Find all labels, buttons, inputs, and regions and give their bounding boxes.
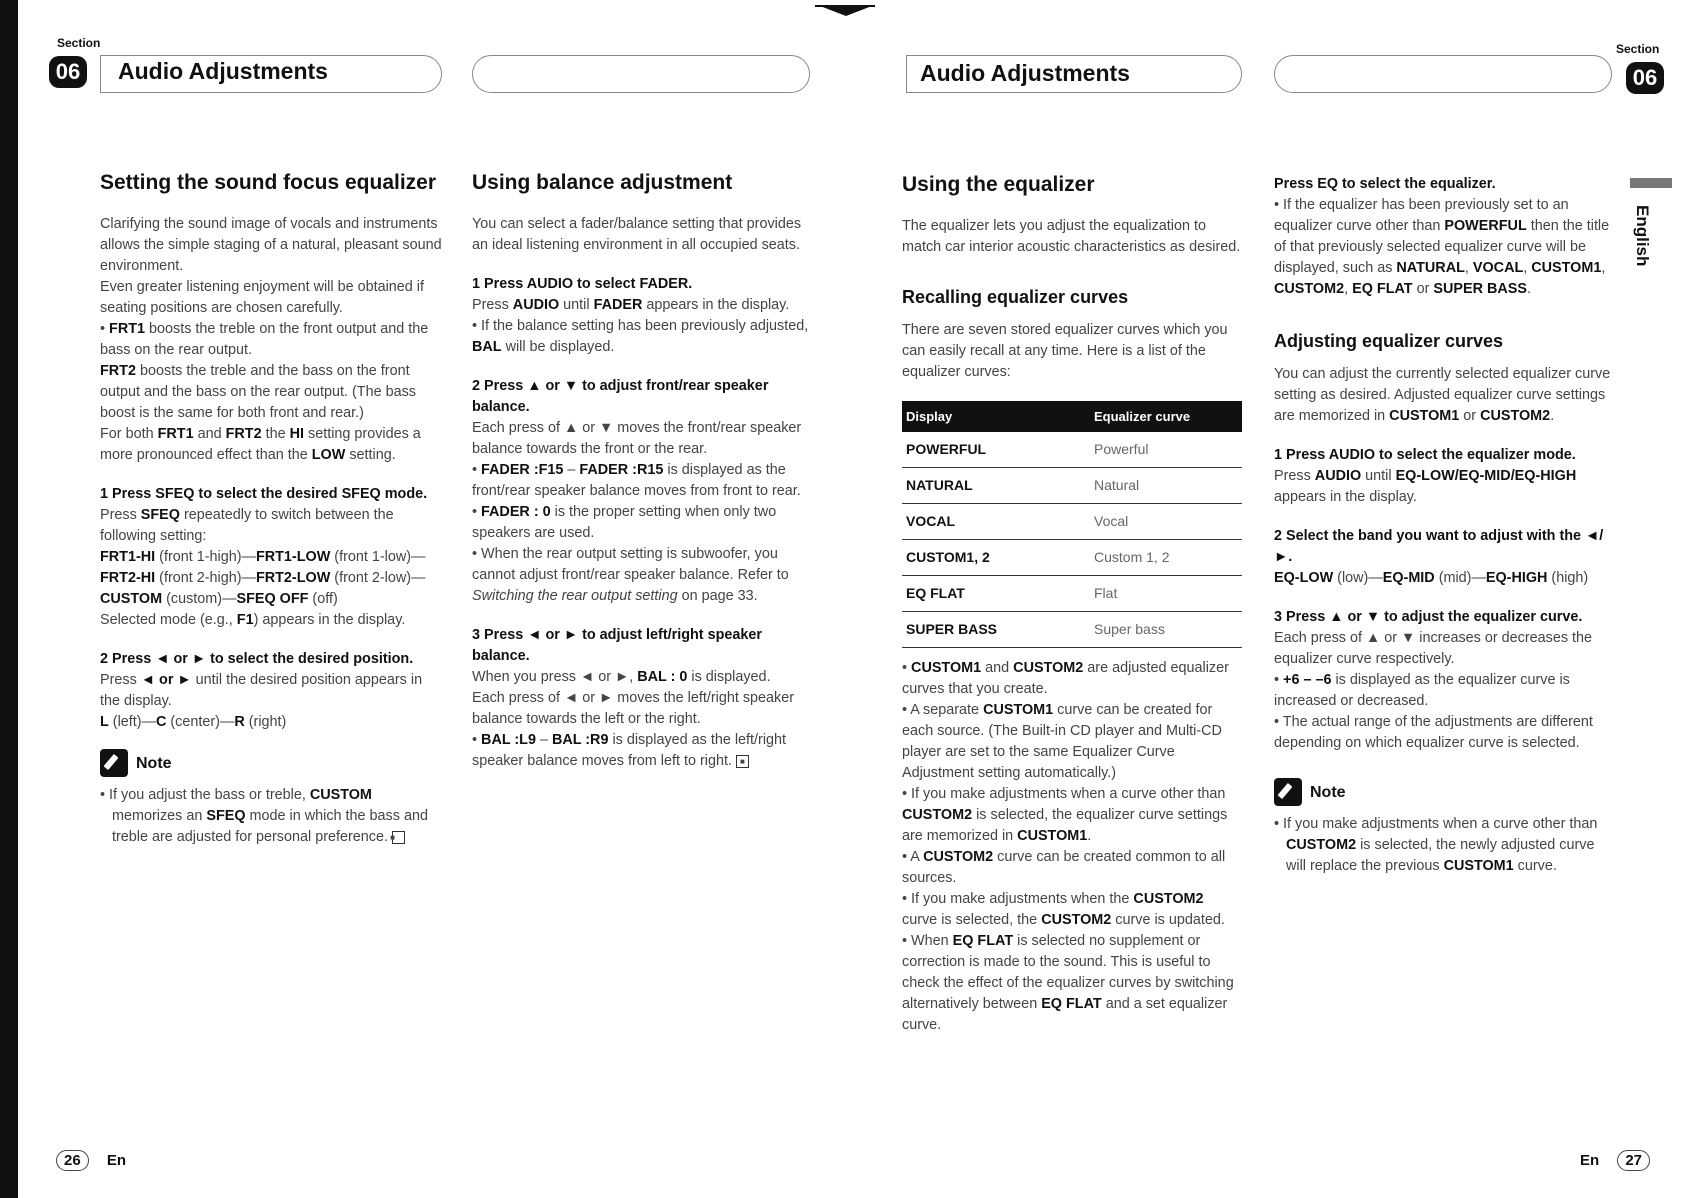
column-using-equalizer [902,172,1242,1036]
step-heading: 2 Select the band you want to adjust with the ◄/►. [1274,528,1604,565]
bullet-item: • BAL :L9 – BAL :R9 is displayed as the left/right speaker balance moves from left to right. ■ [472,732,787,769]
section-number-badge: 06 [1626,62,1664,94]
note-pencil-icon [100,749,128,777]
section-label: Section [1616,42,1660,56]
header-box-empty [1274,55,1612,93]
paragraph: FRT2 boosts the treble and the bass on the front output and the bass on the rear output. (The bass boost is the same for both front and rear.) [100,363,417,421]
page-footer-right [1580,1150,1650,1171]
end-mark-icon: ■ [736,755,749,768]
step-heading: 3 Press ▲ or ▼ to adjust the equalizer curve. [1274,609,1583,625]
note-header [1274,778,1614,806]
step-heading: 1 Press SFEQ to select the desired SFEQ mode. [100,486,428,502]
step-heading: 3 Press ◄ or ► to adjust left/right speaker balance. [472,627,762,664]
bullet-item: • When the rear output setting is subwoofer, you cannot adjust front/rear speaker balance. Refer to Switching the rear output setting on page 33. [472,546,789,604]
paragraph: You can select a fader/balance setting that provides an ideal listening environment in all occupied seats. [472,216,802,253]
section-label: Section [57,36,101,50]
subsection-heading: Adjusting equalizer curves [1274,331,1504,351]
bullet-item: • A separate CUSTOM1 curve can be created for each source. (The Built-in CD player and Multi-CD player are set to the same Equalizer Curve Adjustment setting automatically.) [902,702,1222,781]
step-heading: 2 Press ▲ or ▼ to adjust front/rear speaker balance. [472,378,769,415]
table-row: SUPER BASS Super bass [902,612,1242,648]
table-row: POWERFUL Powerful [902,432,1242,468]
column-sound-focus-eq [100,170,442,848]
paragraph: Even greater listening enjoyment will be obtained if seating positions are chosen carefully. [100,279,424,316]
table-header: Display [902,401,1090,432]
section-heading: Setting the sound focus equalizer [100,171,437,194]
paragraph: Each press of ▲ or ▼ moves the front/rear speaker balance towards the front or the rear. [472,420,802,457]
table-row: CUSTOM1, 2 Custom 1, 2 [902,540,1242,576]
paragraph: The equalizer lets you adjust the equalization to match car interior acoustic characteristics as desired. [902,218,1241,255]
section-heading: Using balance adjustment [472,171,733,194]
table-header: Equalizer curve [1090,401,1242,432]
note-text: • If you make adjustments when a curve other than CUSTOM2 is selected, the newly adjusted curve will replace the previous CUSTOM1 curve. [1274,816,1598,874]
page-title: Audio Adjustments [118,58,328,84]
column-balance [472,170,812,772]
paragraph: Selected mode (e.g., F1) appears in the display. [100,612,406,628]
bullet-item: • If the equalizer has been previously set to an equalizer curve other than POWERFUL then the title of that previously selected equalizer curve will be displayed, such as NATURAL, VOCAL, CUSTOM1, CUSTOM2, EQ FLAT or SUPER BASS. [1274,197,1610,297]
binding-spine [0,0,18,1198]
paragraph: Each press of ◄ or ► moves the left/right speaker balance towards the left or the right. [472,690,795,727]
cross-reference-link: Switching the rear output setting [472,588,678,604]
paragraph: Clarifying the sound image of vocals and instruments allows the simple staging of a natural, pleasant sound environment. [100,216,442,274]
header-box-empty [472,55,810,93]
paragraph: For both FRT1 and FRT2 the HI setting provides a more pronounced effect than the LOW setting. [100,426,421,463]
language-code: En [106,1152,127,1169]
bullet-item: • +6 – –6 is displayed as the equalizer curve is increased or decreased. [1274,672,1570,709]
note-label: Note [136,754,172,772]
note-header [100,749,442,777]
step-heading: 1 Press AUDIO to select the equalizer mode. [1274,447,1576,463]
mode-sequence: FRT1-HI (front 1-high)—FRT1-LOW (front 1-low)—FRT2-HI (front 2-high)—FRT2-LOW (front 2-low)—CUSTOM (custom)—SFEQ OFF (off) [100,549,426,607]
note-label: Note [1310,783,1346,801]
bullet-item: • FRT1 boosts the treble on the front output and the bass on the rear output. [100,321,429,358]
paragraph: Press AUDIO until FADER appears in the display. [472,297,790,313]
step-heading: 1 Press AUDIO to select FADER. [472,276,693,292]
position-sequence: L (left)—C (center)—R (right) [100,714,287,730]
bullet-item: • When EQ FLAT is selected no supplement or correction is made to the sound. This is useful to check the effect of the equalizer curves by switching alternatively between EQ FLAT and a set equalizer curve. [902,933,1234,1033]
equalizer-curve-table [902,401,1242,648]
band-sequence: EQ-LOW (low)—EQ-MID (mid)—EQ-HIGH (high) [1274,570,1589,586]
end-mark-icon: ■ [392,831,405,844]
paragraph: When you press ◄ or ►, BAL : 0 is displayed. [472,669,771,685]
bullet-item: • The actual range of the adjustments are different depending on which equalizer curve is selected. [1274,714,1593,751]
page-footer-left [56,1150,126,1171]
paragraph: There are seven stored equalizer curves which you can easily recall at any time. Here is a list of the equalizer curves: [902,322,1228,380]
page-number: 27 [1617,1150,1650,1171]
step-heading: 2 Press ◄ or ► to select the desired position. [100,651,414,667]
table-row: NATURAL Natural [902,468,1242,504]
section-heading: Using the equalizer [902,173,1095,196]
paragraph: Each press of ▲ or ▼ increases or decreases the equalizer curve respectively. [1274,630,1593,667]
side-tab-english: English [1633,205,1652,267]
subsection-heading: Recalling equalizer curves [902,287,1129,307]
bullet-item: • If you make adjustments when a curve other than CUSTOM2 is selected, the equalizer curve settings are memorized in CUSTOM1. [902,786,1228,844]
side-tab-bar [1630,178,1672,188]
bullet-item: • A CUSTOM2 curve can be created common to all sources. [902,849,1226,886]
note-pencil-icon [1274,778,1302,806]
paragraph: Press SFEQ repeatedly to switch between the following setting: [100,507,394,544]
page-title: Audio Adjustments [920,60,1130,86]
bullet-item: • FADER :F15 – FADER :R15 is displayed as the front/rear speaker balance moves from front to rear. [472,462,801,499]
paragraph: Press ◄ or ► until the desired position appears in the display. [100,672,423,709]
bullet-item: • CUSTOM1 and CUSTOM2 are adjusted equalizer curves that you create. [902,660,1229,697]
note-text: • If you adjust the bass or treble, CUSTOM memorizes an SFEQ mode in which the bass and treble are adjusted for personal preference. ■ [100,787,428,845]
table-row: EQ FLAT Flat [902,576,1242,612]
paragraph: Press AUDIO until EQ-LOW/EQ-MID/EQ-HIGH appears in the display. [1274,468,1577,505]
language-code: En [1580,1152,1600,1169]
section-number-badge: 06 [49,56,87,88]
center-mark-icon [820,6,872,16]
page-number: 26 [56,1150,89,1171]
bullet-item: • If you make adjustments when the CUSTOM2 curve is selected, the CUSTOM2 curve is updated. [902,891,1225,928]
column-eq-adjust [1274,174,1614,877]
table-row: VOCAL Vocal [902,504,1242,540]
step-heading: Press EQ to select the equalizer. [1274,176,1496,192]
paragraph: You can adjust the currently selected equalizer curve setting as desired. Adjusted equalizer curve settings are memorized in CUSTOM1 or CUSTOM2. [1274,366,1611,424]
bullet-item: • FADER : 0 is the proper setting when only two speakers are used. [472,504,777,541]
bullet-item: • If the balance setting has been previously adjusted, BAL will be displayed. [472,318,809,355]
